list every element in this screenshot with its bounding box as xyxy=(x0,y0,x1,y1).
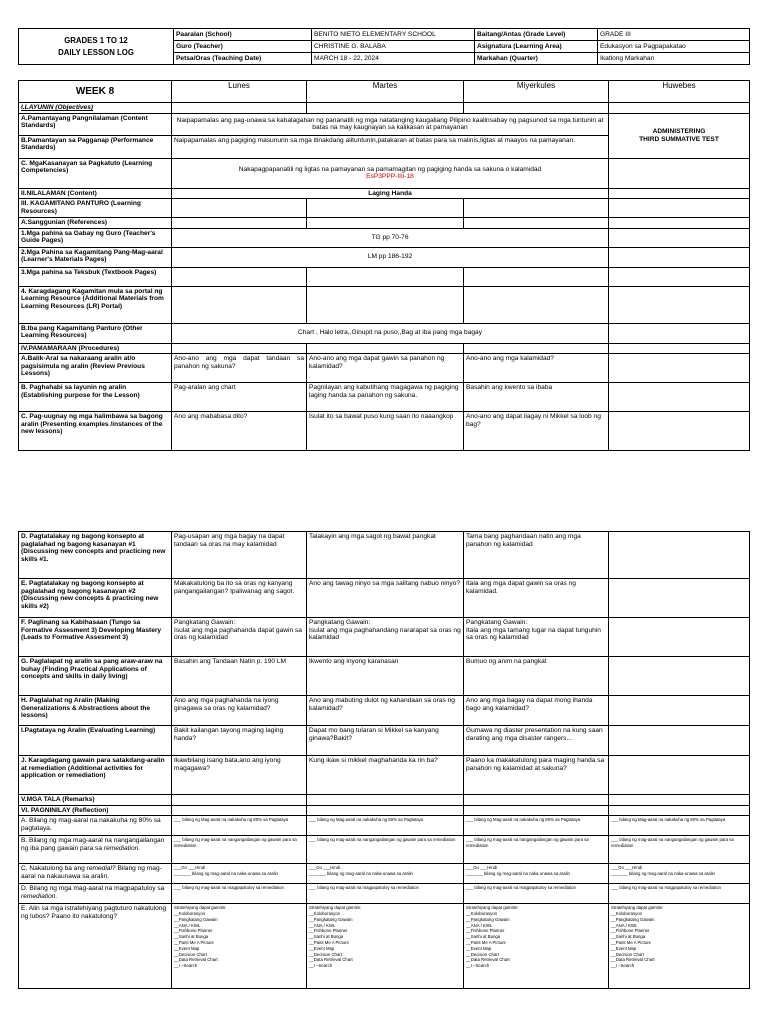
reflection-a-label: A. Bilang ng mag-aaral na nakakuha ng 80% sa pagtataya. xyxy=(19,816,172,836)
reflection-d-martes: ___ bilang ng mag-aaral na magpapatuloy sa remediation xyxy=(307,884,464,904)
application-miyerkules: Bumuo ng anim na pangkat xyxy=(464,657,609,696)
mastery-label: F. Paglinang sa Kabihasaan (Tungo sa Formative Assesment 3) Developing Mastery (Leads to Formative Assesment 3) xyxy=(19,618,172,657)
reflection-label: VI. PAGNINILAY (Reflection) xyxy=(19,805,172,816)
reflection-c-lunes: ___Oo ___Hindi _______ bilang ng mag-aaral na naka-unawa sa aralin xyxy=(172,864,307,884)
reflection-a-miyerkules: ___ bilang ng Mag-aaral na nakakuha ng 80% sa Pagtataya xyxy=(464,816,609,836)
reflection-a-lunes: ___ bilang ng Mag-aaral na nakakuha ng 80% sa Pagtataya xyxy=(172,816,307,836)
strategies-martes xyxy=(307,904,464,989)
reflection-c-huwebes: ___Oo ___Hindi _______ bilang ng mag-aaral na naka-unawa sa aralin xyxy=(609,864,750,884)
strategy-item: __Fishbone Planner xyxy=(466,928,505,934)
tg-pages: TG pp 70-76 xyxy=(172,228,609,247)
strategy-item: __Sanhi at Bunga xyxy=(309,934,344,940)
assignment-martes: Kung ikaw si mikkel maghahanda ka rin ba? xyxy=(307,756,464,795)
lm-pages: LM pp 186-192 xyxy=(172,247,609,267)
strategy-item: __Koloborasyon xyxy=(611,910,643,916)
week-label: WEEK 8 xyxy=(19,81,172,103)
strategy-item: __Decision Chart xyxy=(611,951,644,957)
strategy-item: __Fishbone Planner xyxy=(611,928,650,934)
performance-standards-label: B.Pamantayan sa Pagganap (Performance Standards) xyxy=(19,135,172,158)
objectives-heading: I.LAYUNIN (Objectives) xyxy=(19,103,172,114)
strategy-item: __ANA / KWL xyxy=(174,922,201,928)
discussion-1-label: D. Pagtatalakay ng bagong konsepto at paglalahad ng bagong kasanayan #1 (Discussing new concepts and practicing new skills #1. xyxy=(19,532,172,579)
strategy-item: __Sanhi at Bunga xyxy=(611,934,646,940)
remarks-label: V.MGA TALA (Remarks) xyxy=(19,795,172,806)
application-lunes: Basahin ang Tandaan Natin p. 190 LM xyxy=(172,657,307,696)
assignment-label: J. Karagdagang gawain para satakdang-aralin at remediation (Additional activities for application or remediation) xyxy=(19,756,172,795)
school-value: BENITO NIETO ELEMENTARY SCHOOL xyxy=(312,29,475,41)
strategy-item: __Pangkatang Gawain xyxy=(309,916,353,922)
evaluation-miyerkules: Gumawa ng diaster presentation na kung saan darating ang mga disaster rangers... xyxy=(464,726,609,756)
strategy-item: __ANA / KWL xyxy=(466,922,493,928)
content-text: Laging Handa xyxy=(172,188,609,199)
strategy-item: __Decision Chart xyxy=(466,951,499,957)
resources-label: III. KAGAMITANG PANTURO (Learning Resources) xyxy=(19,199,172,218)
review-label: A.Balik-Aral sa nakaraang aralin at/o pagsisimula ng aralin (Review Previous Lessons) xyxy=(19,354,172,383)
generalization-miyerkules: Ano ang mga bagay na dapat mong ihanda bago ang kalamidad? xyxy=(464,696,609,726)
strategies-miyerkules xyxy=(464,904,609,989)
generalization-lunes: Ano ang mga paghahanda na iyong ginagawa sa oras ng kalamidad? xyxy=(172,696,307,726)
discussion-1-miyerkules: Tama bang paghandaan natin ang mga panahon ng kalamidad xyxy=(464,532,609,579)
strategy-item: Stratehiyang dapat gamitin: xyxy=(174,905,227,911)
day-martes: Martes xyxy=(307,81,464,103)
mastery-miyerkules: Pangkatang Gawain: Itala ang mga tamang lugar na dapat tunguhin sa oras ng kalamidad xyxy=(464,618,609,657)
lr-portal-label: 4. Karagdagang Kagamitan mula sa portal ng Learning Resource (Additional Materials from Learning Resources (LR) Portal) xyxy=(19,286,172,323)
strategy-item: __Data Retrieval Chart xyxy=(611,957,655,963)
summative-test-note: ADMINISTERING THIRD SUMMATIVE TEST xyxy=(609,113,750,158)
examples-label: C. Pag-uugnay ng mga halimbawa sa bagong aralin (Presenting examples /instances of the new lessons) xyxy=(19,412,172,451)
strategy-item: __Pangkatang Gawain xyxy=(174,916,218,922)
reflection-d-miyerkules: ___ bilang ng mag-aaral na magpapatuloy sa remediation xyxy=(464,884,609,904)
grade-value: GRADE III xyxy=(598,29,750,41)
grade-label: Baitang/Antas (Grade Level) xyxy=(475,29,598,41)
strategy-item: __Fishbone Planner xyxy=(174,928,213,934)
competency-code: EsP3PPP-IIIi-18 xyxy=(366,173,414,181)
content-label: II.NILALAMAN (Content) xyxy=(19,188,172,199)
mastery-martes: Pangkatang Gawain: Isulat ang mga paghahandang nararapat sa oras ng kalamidad xyxy=(307,618,464,657)
discussion-1-martes: Talakayin ang mga sagot ng bawat pangkat xyxy=(307,532,464,579)
strategy-item: __Fishbone Planner xyxy=(309,928,348,934)
area-value: Edukasyon sa Pagpapakatao xyxy=(598,41,750,53)
strategy-item: __Sanhi at Bunga xyxy=(174,934,209,940)
strategy-item: __Koloborasyon xyxy=(309,910,341,916)
discussion-2-label: E. Pagtatalakay ng bagong konsepto at paglalahad ng bagong kasanayan #2 (Discussing new concepts & practicing new skills #2) xyxy=(19,579,172,618)
title-line-1: GRADES 1 TO 12 xyxy=(64,35,128,45)
teacher-value: CHRISTINE G. BALABA xyxy=(312,41,475,53)
content-standards-label: A.Pamantayang Pangnilalaman (Content Standards) xyxy=(19,113,172,135)
reflection-a-huwebes: ___ bilang ng Mag-aaral na nakakuha ng 80% sa Pagtataya xyxy=(609,816,750,836)
textbook-label: 3.Mga pahina sa Teksbuk (Textbook Pages) xyxy=(19,267,172,286)
content-standards-text: Naipapamalas ang pag-unawa sa kahalagahan ng pananatili ng mga natatanging kaugaliang Pilipino kaalinsabay ng pagsunod sa mga tuntunin at batas na may kaugnayan sa kalikasan at pamayanan xyxy=(172,113,609,135)
discussion-2-martes: Ano ang tawag ninyo sa mga salitang nabuo ninyo? xyxy=(307,579,464,618)
log-title xyxy=(19,29,174,65)
strategy-item: __Decision Chart xyxy=(174,951,207,957)
purpose-martes: Pagnilayan ang kabutihang magagawa ng pagiging laging handa sa panahon ng sakuna. xyxy=(307,383,464,412)
strategy-item: __Koloborasyon xyxy=(466,910,498,916)
strategies-lunes xyxy=(172,904,307,989)
reflection-c-miyerkules: ___Oo ___Hindi _______ bilang ng mag-aaral na naka-unawa sa aralin xyxy=(464,864,609,884)
references-label: A.Sanggunian (References) xyxy=(19,218,172,229)
evaluation-label: I.Pagtataya ng Aralin (Evaluating Learning) xyxy=(19,726,172,756)
assignment-lunes: Ikawbilang isang bata,ano ang iyong magagawa? xyxy=(172,756,307,795)
strategy-item: __Data Retrieval Chart xyxy=(466,957,510,963)
teacher-label: Guro (Teacher) xyxy=(174,41,312,53)
reflection-b-lunes: ___ bilang ng mag-aaral na nangangailangan ng gawain para sa remediation xyxy=(172,836,307,864)
lesson-table-part-1 xyxy=(18,80,750,451)
strategy-item: __ANA / KWL xyxy=(611,922,638,928)
strategy-item: __Koloborasyon xyxy=(174,910,206,916)
mastery-lunes: Pangkatang Gawain: Isulat ang mga paghahanda dapat gawin sa oras ng kalamidad xyxy=(172,618,307,657)
reflection-b-huwebes: ___ bilang ng mag-aaral na nangangailangan ng gawain para sa remediation xyxy=(609,836,750,864)
reflection-c-label: C. Nakatulong ba ang remedial? Bilang ng mag-aaral na nakaunawa sa aralin. xyxy=(19,864,172,884)
strategy-item: __I –Search xyxy=(309,963,333,969)
quarter-value: Ikatlong Markahan xyxy=(598,53,750,65)
generalization-martes: Ano ang mabuting dulot ng kahandaan sa oras ng kalamidad? xyxy=(307,696,464,726)
strategy-item: __Paint Me A Picture xyxy=(174,939,214,945)
quarter-label: Markahan (Quarter) xyxy=(475,53,598,65)
day-huwebes: Huwebes xyxy=(609,81,750,103)
competencies-label: C. MgaKasanayan sa Pagkatuto (Learning Competencies) xyxy=(19,158,172,188)
reflection-d-lunes: ___ bilang ng mag-aaral na magpapatuloy sa remediation xyxy=(172,884,307,904)
strategy-item: __Pangkatang Gawain xyxy=(611,916,655,922)
school-label: Paaralan (School) xyxy=(174,29,312,41)
date-value: MARCH 18 - 22, 2024 xyxy=(312,53,475,65)
reflection-d-huwebes: ___ bilang ng mag-aaral na magpapatuloy sa remediation xyxy=(609,884,750,904)
strategy-item: __Paint Me A Picture xyxy=(309,939,349,945)
evaluation-lunes: Bakit kailangan tayong maging laging handa? xyxy=(172,726,307,756)
purpose-label: B. Paghahabi sa layunin ng aralin (Establishing purpose for the Lesson) xyxy=(19,383,172,412)
strategy-item: __I –Search xyxy=(611,963,635,969)
reflection-c-martes: ___Oo ___Hindi _______ bilang ng mag-aaral na naka-unawa sa aralin xyxy=(307,864,464,884)
strategy-item: __Paint Me A Picture xyxy=(611,939,651,945)
discussion-2-miyerkules: Itala ang mga dapat gawin sa oras ng kalamidad. xyxy=(464,579,609,618)
purpose-miyerkules: Basahin ang kwento sa ibaba xyxy=(464,383,609,412)
reflection-a-martes: ___ bilang ng Mag-aaral na nakakuha ng 80% sa Pagtataya xyxy=(307,816,464,836)
review-martes: Ano-ano ang mga dapat gawin sa panahon ng kalamidad? xyxy=(307,354,464,383)
day-miyerkules: Miyerkules xyxy=(464,81,609,103)
reflection-b-martes: ___ bilang ng mag-aaral na nangangailangan ng gawain para sa remediation xyxy=(307,836,464,864)
evaluation-martes: Dapat mo bang tularan si Mikkel sa kanyang ginawa?Bakit? xyxy=(307,726,464,756)
strategy-item: __Event Map xyxy=(611,945,637,951)
strategy-item: __Event Map xyxy=(309,945,335,951)
strategy-item: __Sanhi at Bunga xyxy=(466,934,501,940)
strategy-item: Stratehiyang dapat gamitin: xyxy=(309,905,362,911)
strategy-item: Stratehiyang dapat gamitin: xyxy=(466,905,519,911)
strategy-item: Stratehiyang dapat gamitin: xyxy=(611,905,664,911)
reflection-d-label: D. Bilang ng mga mag-aaral na magpapatuloy sa remediation. xyxy=(19,884,172,904)
title-line-2: DAILY LESSON LOG xyxy=(58,47,134,57)
strategy-item: __ANA / KWL xyxy=(309,922,336,928)
examples-miyerkules: Ano-ano ang dapat ilagay ni Mikkel sa loob ng bag? xyxy=(464,412,609,451)
area-label: Asignatura (Learning Area) xyxy=(475,41,598,53)
strategy-item: __Decision Chart xyxy=(309,951,342,957)
discussion-2-lunes: Makakatulong ba ito sa oras ng kanyang pangangailangan? Ipaliwanag ang sagot. xyxy=(172,579,307,618)
generalization-label: H. Paglalahat ng Aralin (Making Generalizations & Abstractions about the lessons) xyxy=(19,696,172,726)
strategy-item: __I –Search xyxy=(466,963,490,969)
application-label: G. Paglalapat ng aralin sa pang araw-araw na buhay (Finding Practical Applications of concepts and skills in daily living) xyxy=(19,657,172,696)
strategy-item: __Event Map xyxy=(174,945,200,951)
other-resources-text: Chart , Halo letra,,Ginupit na puso,,Bag at iba pang mga bagay xyxy=(172,323,609,343)
examples-martes: Isulat ito sa bawat puso kung saan ito naaangkop xyxy=(307,412,464,451)
strategy-item: __Event Map xyxy=(466,945,492,951)
day-lunes: Lunes xyxy=(172,81,307,103)
header-table xyxy=(18,28,750,65)
lesson-table-part-2 xyxy=(18,531,750,989)
performance-standards-text: Naipapamalas ang pagiging masunurin sa mga itinakdang alituntunin,patakaran at batas para sa malinis,ligtas at maayos na pamayanan. xyxy=(172,135,609,158)
assignment-miyerkules: Paano ka makakatulong para maging handa sa panahon ng kalamidad at sakuna? xyxy=(464,756,609,795)
strategy-item: __Paint Me A Picture xyxy=(466,939,506,945)
competencies-text: Nakapagpapanatili ng ligtas na pamayanan sa pamamagitan ng pagiging handa sa sakuna o kalamidad EsP3PPP-IIIi-18 xyxy=(172,158,609,188)
date-label: Petsa/Oras (Teaching Date) xyxy=(174,53,312,65)
review-miyerkules: Ano-ano ang mga kalamidad? xyxy=(464,354,609,383)
lm-label: 2.Mga Pahina sa Kagamitang Pang-Mag-aaral (Learner's Materials Pages) xyxy=(19,247,172,267)
reflection-b-miyerkules: ___ bilang ng mag-aaral na nangangailangan ng gawain para sa remediation xyxy=(464,836,609,864)
strategy-item: __Pangkatang Gawain xyxy=(466,916,510,922)
reflection-b-label: B. Bilang ng mga mag-aaral na nangangailangan ng iba pang gawain para sa remediation. xyxy=(19,836,172,864)
other-resources-label: B.Iba pang Kagamitang Panturo (Other Learning Resources) xyxy=(19,323,172,343)
purpose-lunes: Pag-aralan ang chart xyxy=(172,383,307,412)
strategy-item: __I –Search xyxy=(174,963,198,969)
reflection-e-label: E. Alin sa mga istratehiyang pagtuturo nakatulong ng lubos? Paano ito nakatulong? xyxy=(19,904,172,989)
tg-label: 1.Mga pahina sa Gabay ng Guro (Teacher's Guide Pages) xyxy=(19,228,172,247)
review-lunes: Ano-ano ang mga dapat tandaan sa panahon ng sakuna? xyxy=(172,354,307,383)
discussion-1-lunes: Pag-usapan ang mga bagay na dapat tandaan sa oras na may kalamidad xyxy=(172,532,307,579)
procedures-label: IV.PAMAMARAAN (Procedures) xyxy=(19,343,172,354)
strategy-item: __Data Retrieval Chart xyxy=(174,957,218,963)
strategy-item: __Data Retrieval Chart xyxy=(309,957,353,963)
application-martes: Ikwento ang inyong karanasan xyxy=(307,657,464,696)
examples-lunes: Ano ang mababasa dito? xyxy=(172,412,307,451)
strategies-huwebes xyxy=(609,904,750,989)
